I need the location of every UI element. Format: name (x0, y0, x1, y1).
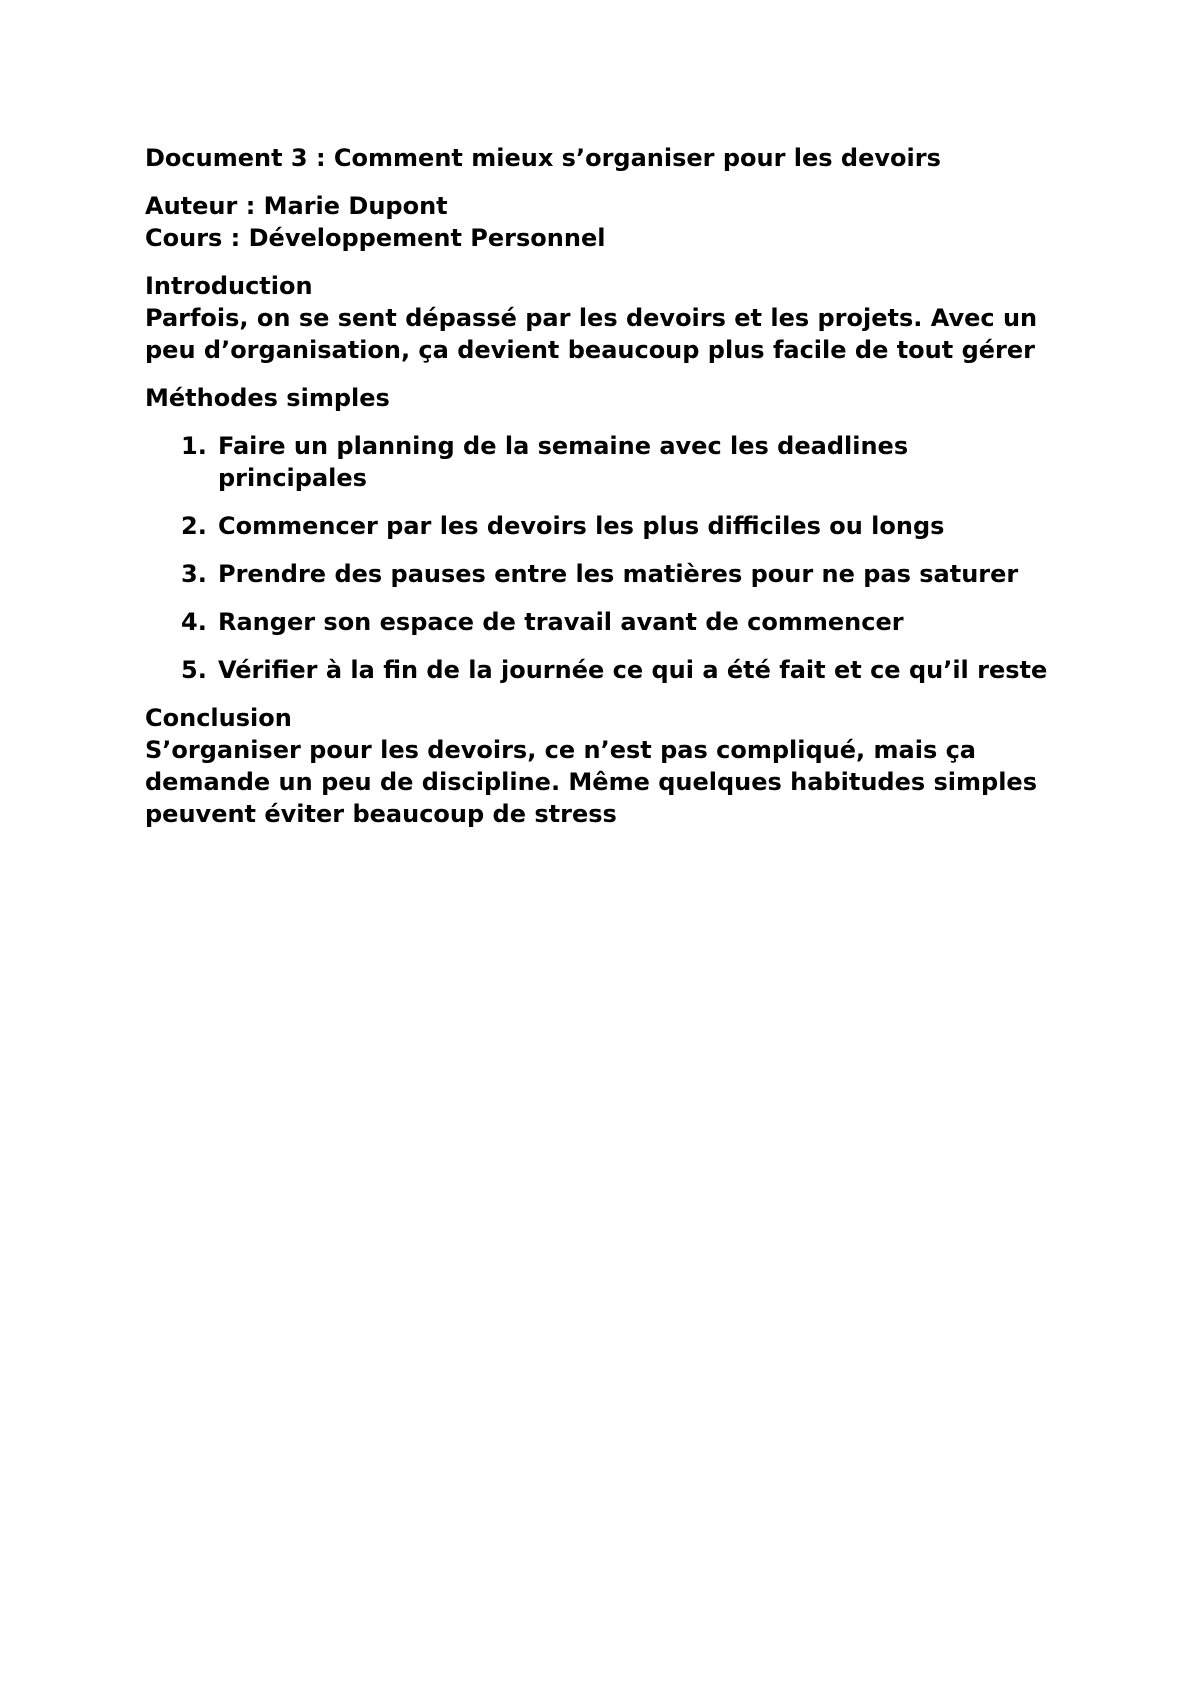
conclusion-line: demande un peu de discipline. Même quelques habitudes simples (145, 768, 1037, 796)
introduction-section (145, 270, 1085, 366)
list-item (145, 654, 1085, 686)
list-item-number: 3. (181, 560, 207, 588)
introduction-heading: Introduction (145, 272, 313, 300)
list-item-number: 1. (181, 432, 207, 460)
list-item-text: principales (218, 464, 367, 492)
list-item (145, 558, 1085, 590)
methods-heading (145, 382, 1085, 414)
conclusion-heading: Conclusion (145, 704, 292, 732)
list-item-number: 4. (181, 608, 207, 636)
conclusion-line: S’organiser pour les devoirs, ce n’est pas compliqué, mais ça (145, 736, 976, 764)
list-item-text: Prendre des pauses entre les matières pour ne pas saturer (218, 560, 1019, 588)
document-title (145, 142, 1085, 174)
list-item (145, 606, 1085, 638)
conclusion-section (145, 702, 1085, 830)
list-item-number: 2. (181, 512, 207, 540)
list-item-text: Commencer par les devoirs les plus difficiles ou longs (218, 512, 945, 540)
methods-heading-text: Méthodes simples (145, 384, 390, 412)
list-item (145, 510, 1085, 542)
introduction-line: peu d’organisation, ça devient beaucoup plus facile de tout gérer (145, 336, 1035, 364)
author-line: Auteur : Marie Dupont (145, 192, 448, 220)
list-item-text: Ranger son espace de travail avant de commencer (218, 608, 904, 636)
list-item-number: 5. (181, 656, 207, 684)
list-item-text: Vérifier à la fin de la journée ce qui a été fait et ce qu’il reste (218, 656, 1048, 684)
document-meta (145, 190, 1085, 254)
course-line: Cours : Développement Personnel (145, 224, 606, 252)
introduction-line: Parfois, on se sent dépassé par les devoirs et les projets. Avec un (145, 304, 1038, 332)
list-item (145, 430, 1085, 494)
list-item-text: Faire un planning de la semaine avec les deadlines (218, 432, 909, 460)
methods-list (145, 430, 1085, 686)
document-page (145, 142, 1085, 846)
conclusion-line: peuvent éviter beaucoup de stress (145, 800, 617, 828)
title-text: Document 3 : Comment mieux s’organiser pour les devoirs (145, 144, 941, 172)
